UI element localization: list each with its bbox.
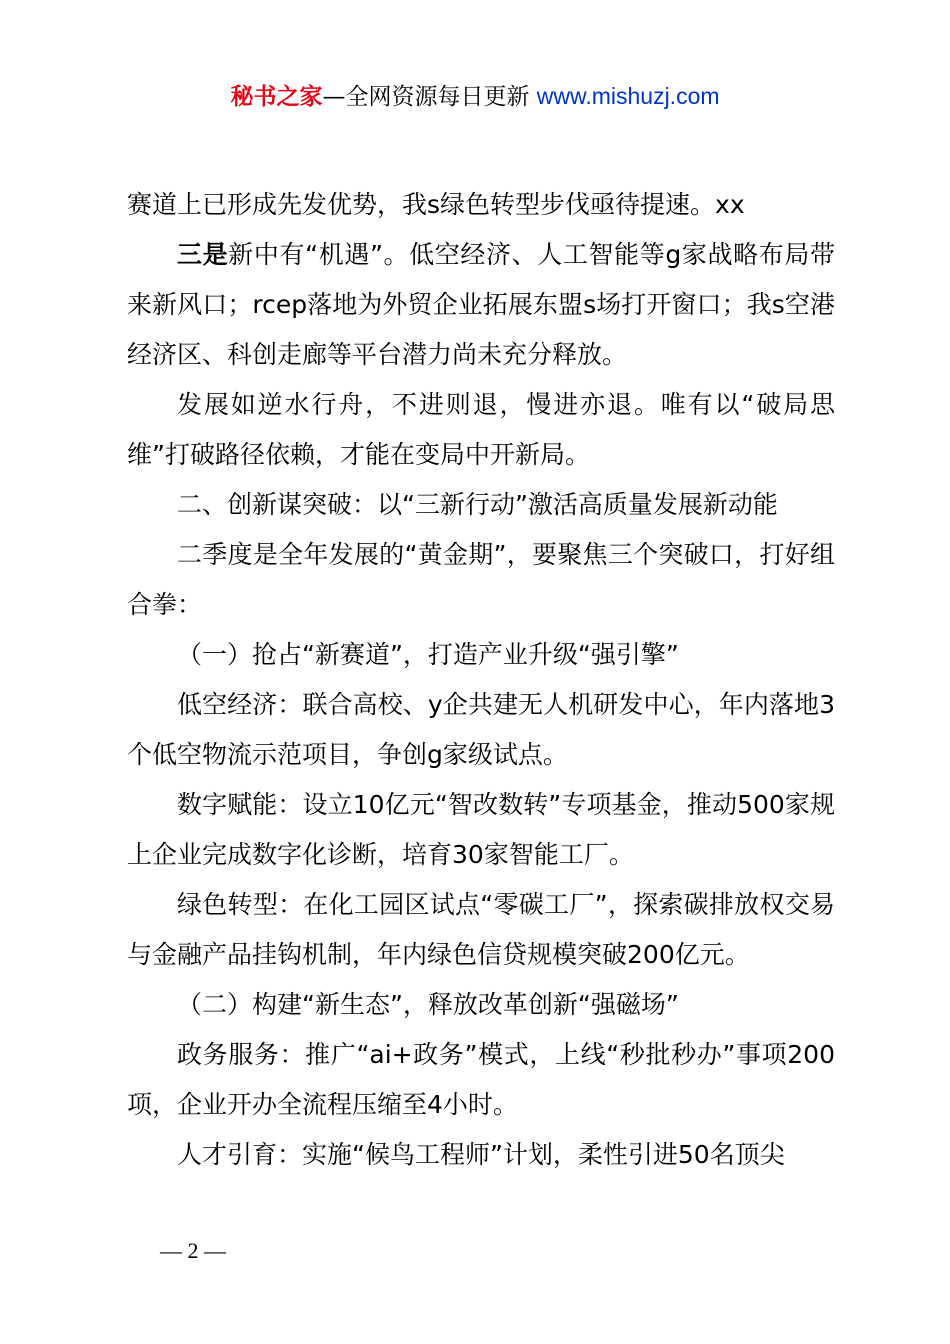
paragraph: 二季度是全年发展的“黄金期”，要聚焦三个突破口，打好组合拳： bbox=[127, 540, 835, 619]
site-brand: 秘书之家 bbox=[230, 84, 323, 110]
page-header bbox=[0, 80, 950, 113]
paragraph: 发展如逆水行舟，不进则退，慢进亦退。唯有以“破局思维”打破路径依赖，才能在变局中开新局。 bbox=[127, 390, 835, 469]
subsection-heading: （一）抢占“新赛道”，打造产业升级“强引擎” bbox=[177, 640, 679, 669]
paragraph: 人才引育：实施“候鸟工程师”计划，柔性引进50名顶尖 bbox=[177, 1140, 785, 1169]
site-tagline: —全网资源每日更新 bbox=[322, 84, 530, 110]
paragraph-rest: 新中有“机遇”。低空经济、人工智能等g家战略布局带来新风口；rcep落地为外贸企业拓展东盟s场打开窗口；我s空港经济区、科创走廊等平台潜力尚未充分释放。 bbox=[127, 240, 835, 369]
paragraph-lead: 三是 bbox=[177, 240, 229, 269]
document-body bbox=[127, 180, 835, 1180]
subsection-heading: （二）构建“新生态”，释放改革创新“强磁场” bbox=[177, 990, 679, 1019]
paragraph: 数字赋能：设立10亿元“智改数转”专项基金，推动500家规上企业完成数字化诊断，培育30家智能工厂。 bbox=[127, 790, 835, 869]
paragraph-continuation: 赛道上已形成先发优势，我s绿色转型步伐亟待提速。xx bbox=[127, 190, 745, 219]
page-number: — 2 — bbox=[160, 1238, 226, 1263]
paragraph: 低空经济：联合高校、y企共建无人机研发中心，年内落地3个低空物流示范项目，争创g家级试点。 bbox=[127, 690, 835, 769]
paragraph: 绿色转型：在化工园区试点“零碳工厂”，探索碳排放权交易与金融产品挂钩机制，年内绿色信贷规模突破200亿元。 bbox=[127, 890, 835, 969]
paragraph: 政务服务：推广“ai+政务”模式，上线“秒批秒办”事项200项，企业开办全流程压缩至4小时。 bbox=[127, 1040, 835, 1119]
section-heading: 二、创新谋突破：以“三新行动”激活高质量发展新动能 bbox=[177, 490, 778, 519]
site-url[interactable]: www.mishuzj.com bbox=[536, 83, 720, 109]
paragraph-new-opportunities bbox=[127, 230, 835, 380]
